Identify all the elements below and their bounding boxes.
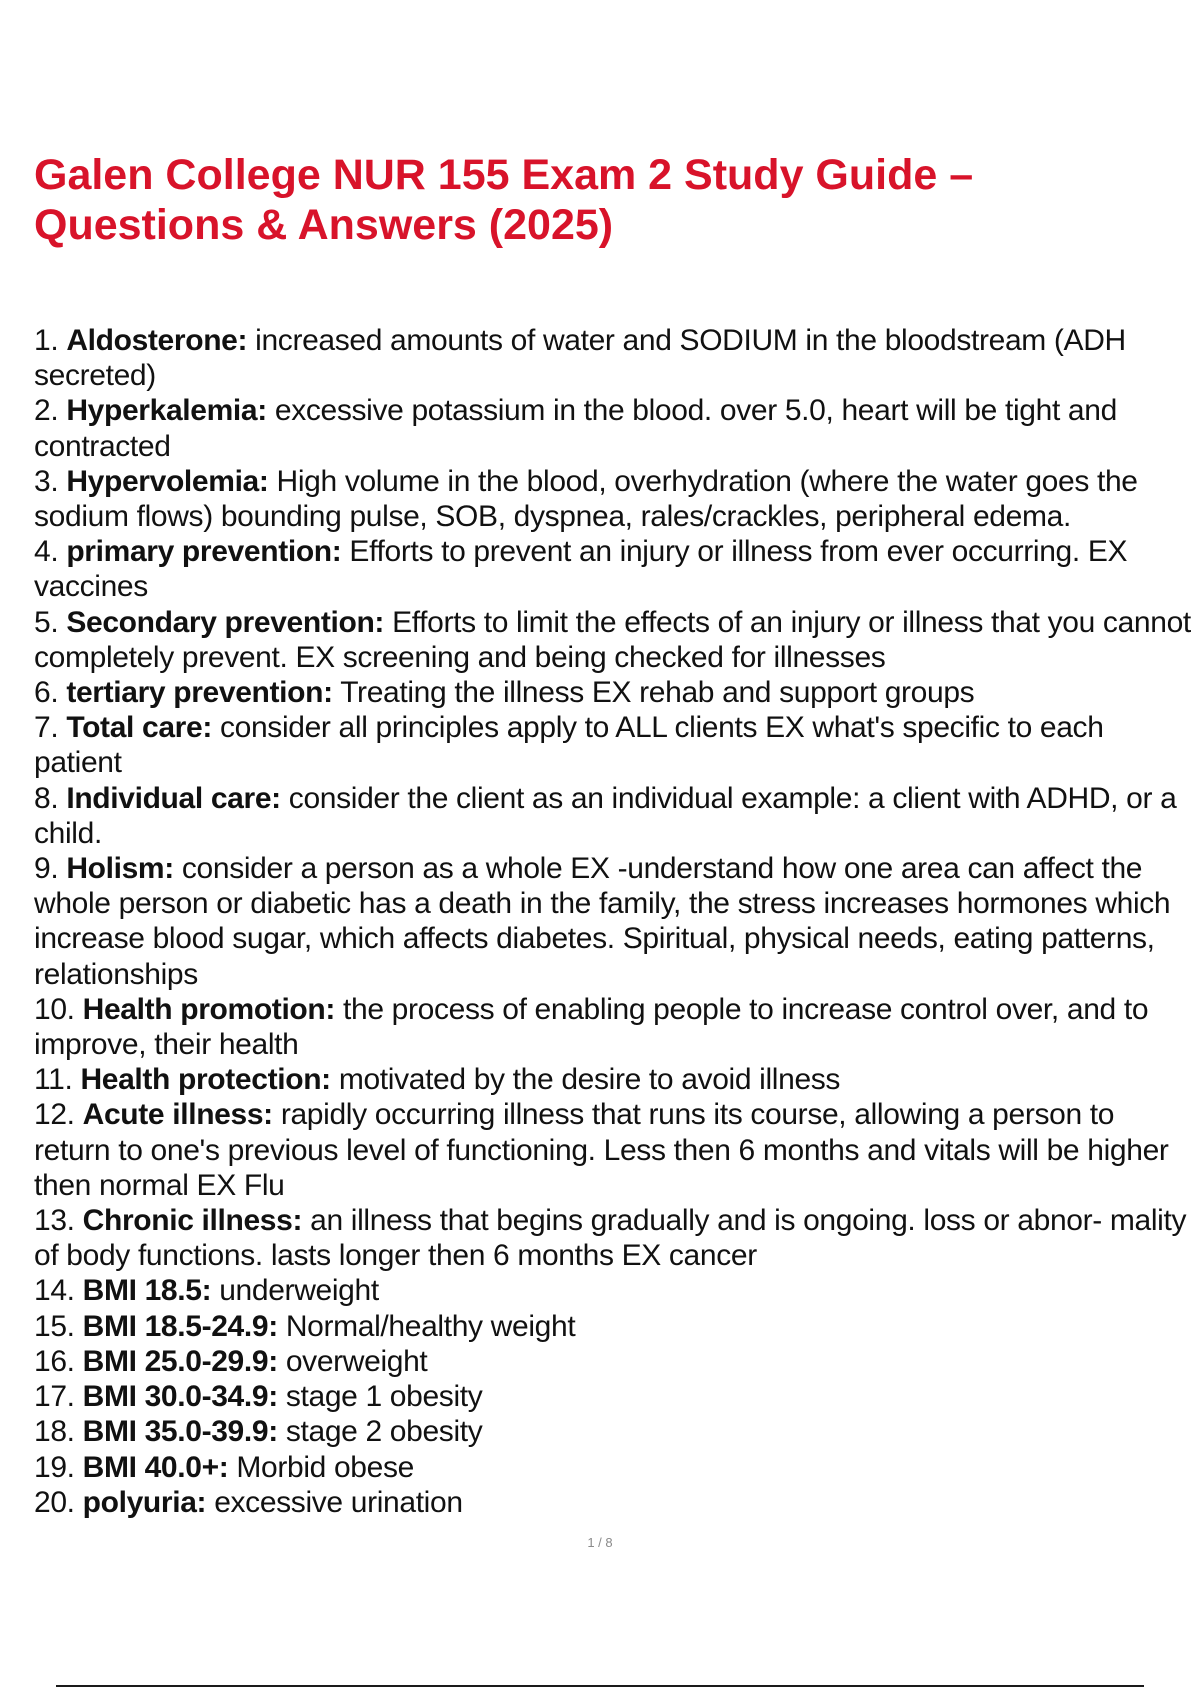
list-item	[34, 1379, 1192, 1414]
list-item	[34, 1309, 1192, 1344]
item-term: Aldosterone:	[66, 324, 248, 357]
question-answer-list	[34, 323, 1192, 1520]
item-number: 12.	[34, 1098, 75, 1132]
list-item	[34, 393, 1192, 463]
list-item	[34, 1344, 1192, 1379]
item-definition: an illness that begins gradually and is ongoing. loss or abnor- mality of body functions. lasts longer then 6 months EX cancer	[34, 1204, 1187, 1273]
item-definition: Efforts to prevent an injury or illness from ever occurring. EX vaccines	[34, 535, 1128, 604]
list-item	[34, 710, 1192, 780]
list-item	[34, 323, 1192, 393]
item-number: 10.	[34, 992, 75, 1026]
list-item	[34, 1097, 1192, 1203]
item-term: Hyperkalemia:	[66, 394, 267, 428]
item-definition: underweight	[219, 1274, 379, 1308]
item-term: Acute illness:	[82, 1098, 273, 1132]
item-number: 17.	[34, 1380, 75, 1414]
item-number: 7.	[34, 711, 59, 745]
list-item	[34, 1414, 1192, 1449]
item-number: 8.	[34, 781, 59, 815]
item-number: 15.	[34, 1309, 75, 1343]
item-definition: the process of enabling people to increase control over, and to improve, their health	[34, 992, 1149, 1062]
item-definition: overweight	[285, 1344, 428, 1378]
item-number: 4.	[34, 535, 59, 569]
item-term: Hypervolemia:	[66, 464, 269, 498]
item-term: BMI 18.5:	[82, 1274, 212, 1308]
item-definition: Treating the illness EX rehab and support groups	[340, 676, 975, 710]
list-item	[34, 851, 1192, 992]
title-line-2: Questions & Answers (2025)	[34, 201, 614, 249]
item-definition: Morbid obese	[236, 1450, 414, 1484]
item-term: primary prevention:	[66, 535, 342, 569]
item-term: Individual care:	[66, 781, 281, 815]
item-definition: consider all principles apply to ALL clients EX what's specific to each patient	[34, 711, 1104, 780]
list-item	[34, 675, 1192, 710]
list-item	[34, 534, 1192, 604]
list-item	[34, 464, 1192, 534]
item-number: 5.	[34, 605, 59, 639]
item-definition: excessive urination	[214, 1485, 463, 1519]
item-number: 2.	[34, 394, 59, 428]
item-number: 18.	[34, 1415, 75, 1449]
bottom-divider	[56, 1685, 1144, 1687]
list-item	[34, 1273, 1192, 1308]
item-term: polyuria:	[82, 1485, 207, 1519]
item-term: tertiary prevention:	[66, 676, 333, 710]
title-line-1: Galen College NUR 155 Exam 2 Study Guide –	[34, 151, 974, 199]
item-term: Total care:	[66, 711, 212, 745]
list-item	[34, 781, 1192, 851]
item-term: Holism:	[66, 852, 174, 886]
item-definition: increased amounts of water and SODIUM in the bloodstream (ADH secreted)	[34, 324, 1126, 393]
item-definition: stage 1 obesity	[285, 1380, 483, 1414]
list-item	[34, 1062, 1192, 1097]
list-item	[34, 992, 1192, 1062]
item-definition: consider the client as an individual example: a client with ADHD, or a child.	[34, 781, 1177, 850]
list-item	[34, 605, 1192, 675]
item-definition: excessive potassium in the blood. over 5.0, heart will be tight and contracted	[34, 394, 1117, 463]
list-item	[34, 1450, 1192, 1485]
item-number: 1.	[34, 324, 59, 357]
item-definition: Efforts to limit the effects of an injury or illness that you cannot completely prevent. EX screening and being checked for illnesses	[34, 605, 1191, 674]
item-term: Health protection:	[80, 1063, 331, 1097]
item-definition: stage 2 obesity	[285, 1415, 483, 1449]
item-number: 9.	[34, 852, 59, 886]
item-term: BMI 18.5-24.9:	[82, 1309, 278, 1343]
item-term: Secondary prevention:	[66, 605, 385, 639]
item-number: 6.	[34, 676, 59, 710]
item-term: BMI 35.0-39.9:	[82, 1415, 278, 1449]
item-term: BMI 40.0+:	[82, 1450, 229, 1484]
item-definition: rapidly occurring illness that runs its course, allowing a person to return to one's previous level of functioning. Less then 6 months and vitals will be higher then normal EX Flu	[34, 1098, 1169, 1202]
item-definition: High volume in the blood, overhydration (where the water goes the sodium flows) bounding pulse, SOB, dyspnea, rales/crackles, peripheral edema.	[34, 464, 1138, 534]
item-number: 16.	[34, 1344, 75, 1378]
item-definition: consider a person as a whole EX -understand how one area can affect the whole person or diabetic has a death in the family, the stress increases hormones which increase blood sugar, which affects diabetes. Spiritual, physical needs, eating patterns, relationships	[34, 852, 1171, 991]
item-term: BMI 25.0-29.9:	[82, 1344, 278, 1378]
item-number: 20.	[34, 1485, 75, 1519]
item-number: 14.	[34, 1274, 75, 1308]
list-item	[34, 1203, 1192, 1273]
list-item	[34, 1485, 1192, 1520]
item-number: 13.	[34, 1204, 75, 1238]
item-term: Chronic illness:	[82, 1204, 303, 1238]
item-definition: Normal/healthy weight	[285, 1309, 576, 1343]
item-term: BMI 30.0-34.9:	[82, 1380, 278, 1414]
item-number: 11.	[34, 1063, 73, 1097]
item-number: 3.	[34, 464, 59, 498]
item-definition: motivated by the desire to avoid illness	[338, 1063, 841, 1097]
item-number: 19.	[34, 1450, 75, 1484]
page-number: 1 / 8	[587, 1535, 613, 1550]
document-title	[34, 150, 1164, 250]
item-term: Health promotion:	[82, 992, 336, 1026]
